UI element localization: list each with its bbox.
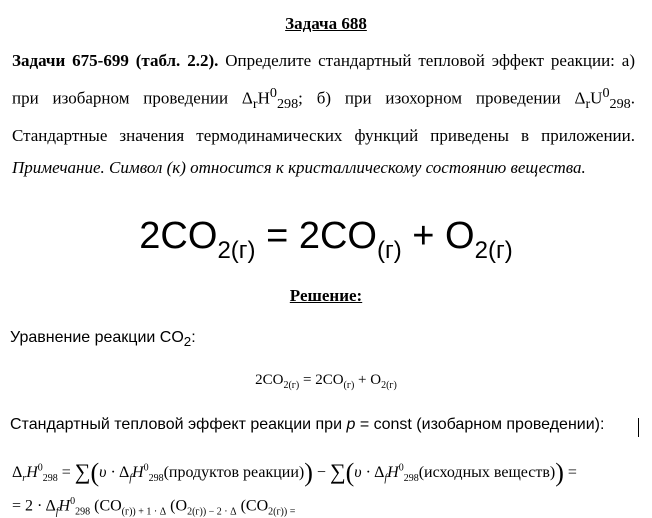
problem-text-b: ; б) при изохорном проведении Δ xyxy=(298,88,586,108)
problem-note: Примечание. Символ (к) относится к кристаллическому состоянию вещества. xyxy=(12,158,586,178)
f-sup0-2: 0 xyxy=(398,462,404,474)
f-nu2: υ xyxy=(354,464,362,481)
problem-sub-r1: r xyxy=(252,96,258,113)
eq-rhs1-sub: (г) xyxy=(376,237,402,264)
f-sup0-1: 0 xyxy=(143,462,149,474)
f2-sup0: 0 xyxy=(70,496,76,507)
f2-rest2: (O xyxy=(166,497,188,515)
problem-sup0: 0 xyxy=(269,85,277,101)
f2-rest: (г)) + 1 · Δ xyxy=(121,506,167,518)
problem-sub-298-b: 298 xyxy=(609,96,631,113)
f-end: = xyxy=(563,464,577,481)
f-298-2: 298 xyxy=(403,473,419,485)
problem-sub-r2: r xyxy=(585,96,591,113)
line1-text: Уравнение реакции CO xyxy=(10,329,184,346)
problem-text-a: Определите стандартный тепловой эффект реакции: а) при изобарном проведении Δ xyxy=(12,51,635,108)
solution-heading: Решение: xyxy=(289,286,363,305)
eq-plus: + O xyxy=(401,215,475,257)
eq-rhs1: 2CO xyxy=(298,215,377,257)
f-H2: H xyxy=(387,464,399,481)
f-f1: f xyxy=(129,473,133,485)
small-b: = 2CO xyxy=(299,372,344,388)
problem-text-c: . Стандартные значения термодинамических функций приведены в приложении. xyxy=(12,88,635,146)
f-dot2: · Δ xyxy=(361,464,385,481)
f-298-1: 298 xyxy=(148,473,164,485)
eq-lhs: 2CO xyxy=(139,215,218,257)
reaction-equation-large xyxy=(0,214,652,273)
eq-rhs2-sub: 2(г) xyxy=(474,237,513,264)
f-H: H xyxy=(26,464,38,481)
line2-p: p xyxy=(346,416,356,433)
problem-lead: Задачи 675-699 (табл. 2.2). xyxy=(12,51,219,70)
f-minus: − xyxy=(312,464,330,481)
small-b-sub: (г) xyxy=(343,380,355,391)
f2-text: = 2 · Δ xyxy=(12,497,56,515)
reaction-intro xyxy=(10,329,196,349)
enthalpy-formula-line2 xyxy=(12,496,295,518)
small-a: 2CO xyxy=(255,372,284,388)
f-sum1: ∑ xyxy=(74,459,91,484)
page-title: Задача 688 xyxy=(285,14,367,33)
isobaric-intro xyxy=(10,416,604,434)
line2-before: Стандартный тепловой эффект реакции при xyxy=(10,416,347,433)
f2-298: 298 xyxy=(75,506,91,518)
f2-H: H xyxy=(58,497,71,515)
eq-sign: = xyxy=(255,215,299,257)
f-reactants: (исходных веществ) xyxy=(418,464,556,481)
small-c-sub: 2(г) xyxy=(381,380,397,391)
line1-after: : xyxy=(191,329,196,346)
problem-sup0-b: 0 xyxy=(602,85,610,101)
problem-H: H xyxy=(257,88,270,108)
problem-U: U xyxy=(590,88,603,108)
f-products: (продуктов реакции) xyxy=(163,464,305,481)
f-H1: H xyxy=(132,464,144,481)
f2-rest3: 2(г)) − 2 · Δ xyxy=(187,506,237,518)
f-delta: Δ xyxy=(12,464,23,481)
text-cursor xyxy=(638,418,639,437)
enthalpy-formula: $\Delta_rH^0_{298} = \sum(\upsilon$ · $\Delta_fH^0_{298}(продуктов$ реакции)) − $\sum(\upsilon \cdot \Delta_fH^0_{298}(исходных$ веществ)) = xyxy=(12,458,577,487)
f-sup0: 0 xyxy=(37,462,43,474)
f2-mid: (CO xyxy=(90,497,122,515)
eq-lhs-sub: 2(г) xyxy=(217,237,256,264)
f2-rest4: (CO xyxy=(236,497,269,515)
f-298: 298 xyxy=(42,473,58,485)
f2-f: f xyxy=(55,506,59,518)
problem-statement xyxy=(12,45,635,184)
problem-sub-298: 298 xyxy=(276,96,299,113)
f-r: r xyxy=(22,473,27,485)
f-sum2: ∑ xyxy=(329,459,346,484)
f-dot1: · Δ xyxy=(106,464,130,481)
f2-rest5: 2(г)) = xyxy=(268,506,296,518)
f-nu1: υ xyxy=(99,464,107,481)
reaction-equation-small xyxy=(0,372,652,391)
line2-after: = const (изобарном проведении): xyxy=(355,416,605,433)
f-f2: f xyxy=(384,473,388,485)
line1-sub: 2 xyxy=(183,334,192,350)
f-eq: = xyxy=(57,464,75,481)
small-c: + O xyxy=(354,372,382,388)
small-a-sub: 2(г) xyxy=(283,380,300,391)
